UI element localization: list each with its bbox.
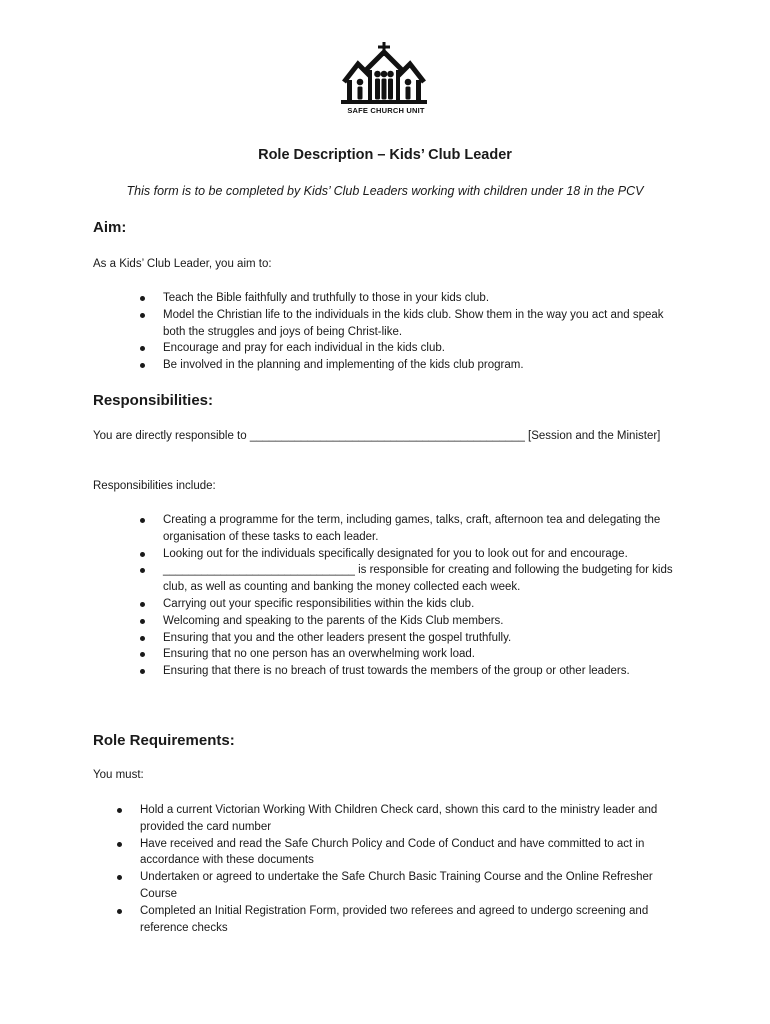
list-item: Ensuring that there is no breach of trust towards the members of the group or other leaders. [137, 663, 685, 680]
page-subtitle: This form is to be completed by Kids’ Club Leaders working with children under 18 in the PCV [126, 184, 644, 198]
list-item: Completed an Initial Registration Form, provided two referees and agreed to undergo screening and reference checks [114, 903, 685, 937]
aim-list [137, 290, 685, 374]
list-item: Ensuring that you and the other leaders present the gospel truthfully. [137, 630, 685, 647]
directly-responsible-text: You are directly responsible to ___________________________________________ [Session and the Minister] [93, 430, 661, 442]
list-item: Welcoming and speaking to the parents of the Kids Club members. [137, 613, 685, 630]
list-item: Undertaken or agreed to undertake the Safe Church Basic Training Course and the Online Refresher Course [114, 869, 685, 903]
logo-caption: SAFE CHURCH UNIT [347, 106, 425, 115]
list-item: Teach the Bible faithfully and truthfully to those in your kids club. [137, 290, 685, 307]
requirements-heading: Role Requirements: [93, 732, 235, 749]
requirements-intro: You must: [93, 769, 144, 781]
list-item: Have received and read the Safe Church Policy and Code of Conduct and have committed to act in accordance with these documents [114, 836, 685, 870]
list-item: Creating a programme for the term, including games, talks, craft, afternoon tea and delegating the organisation of these tasks to each leader. [137, 512, 685, 546]
list-item: Be involved in the planning and implementing of the kids club program. [137, 357, 685, 374]
list-item: Looking out for the individuals specifically designated for you to look out for and encourage. [137, 546, 685, 563]
requirements-list [114, 802, 685, 936]
responsibilities-heading: Responsibilities: [93, 392, 214, 409]
list-item: Carrying out your specific responsibilities within the kids club. [137, 596, 685, 613]
church-cross-icon [338, 42, 434, 106]
aim-intro: As a Kids’ Club Leader, you aim to: [93, 258, 272, 270]
responsibilities-list [137, 512, 685, 680]
safe-church-unit-logo [338, 42, 434, 120]
list-item: ______________________________ is responsible for creating and following the budgeting for kids club, as well as counting and banking the money collected each week. [137, 562, 685, 596]
responsibilities-intro: Responsibilities include: [93, 480, 216, 492]
aim-heading: Aim: [93, 219, 127, 236]
list-item: Ensuring that no one person has an overwhelming work load. [137, 646, 685, 663]
list-item: Model the Christian life to the individuals in the kids club. Show them in the way you act and speak both the struggles and joys of being Christ-like. [137, 307, 685, 341]
list-item: Encourage and pray for each individual in the kids club. [137, 340, 685, 357]
page-title: Role Description – Kids’ Club Leader [258, 147, 512, 163]
list-item: Hold a current Victorian Working With Children Check card, shown this card to the ministry leader and provided the card number [114, 802, 685, 836]
